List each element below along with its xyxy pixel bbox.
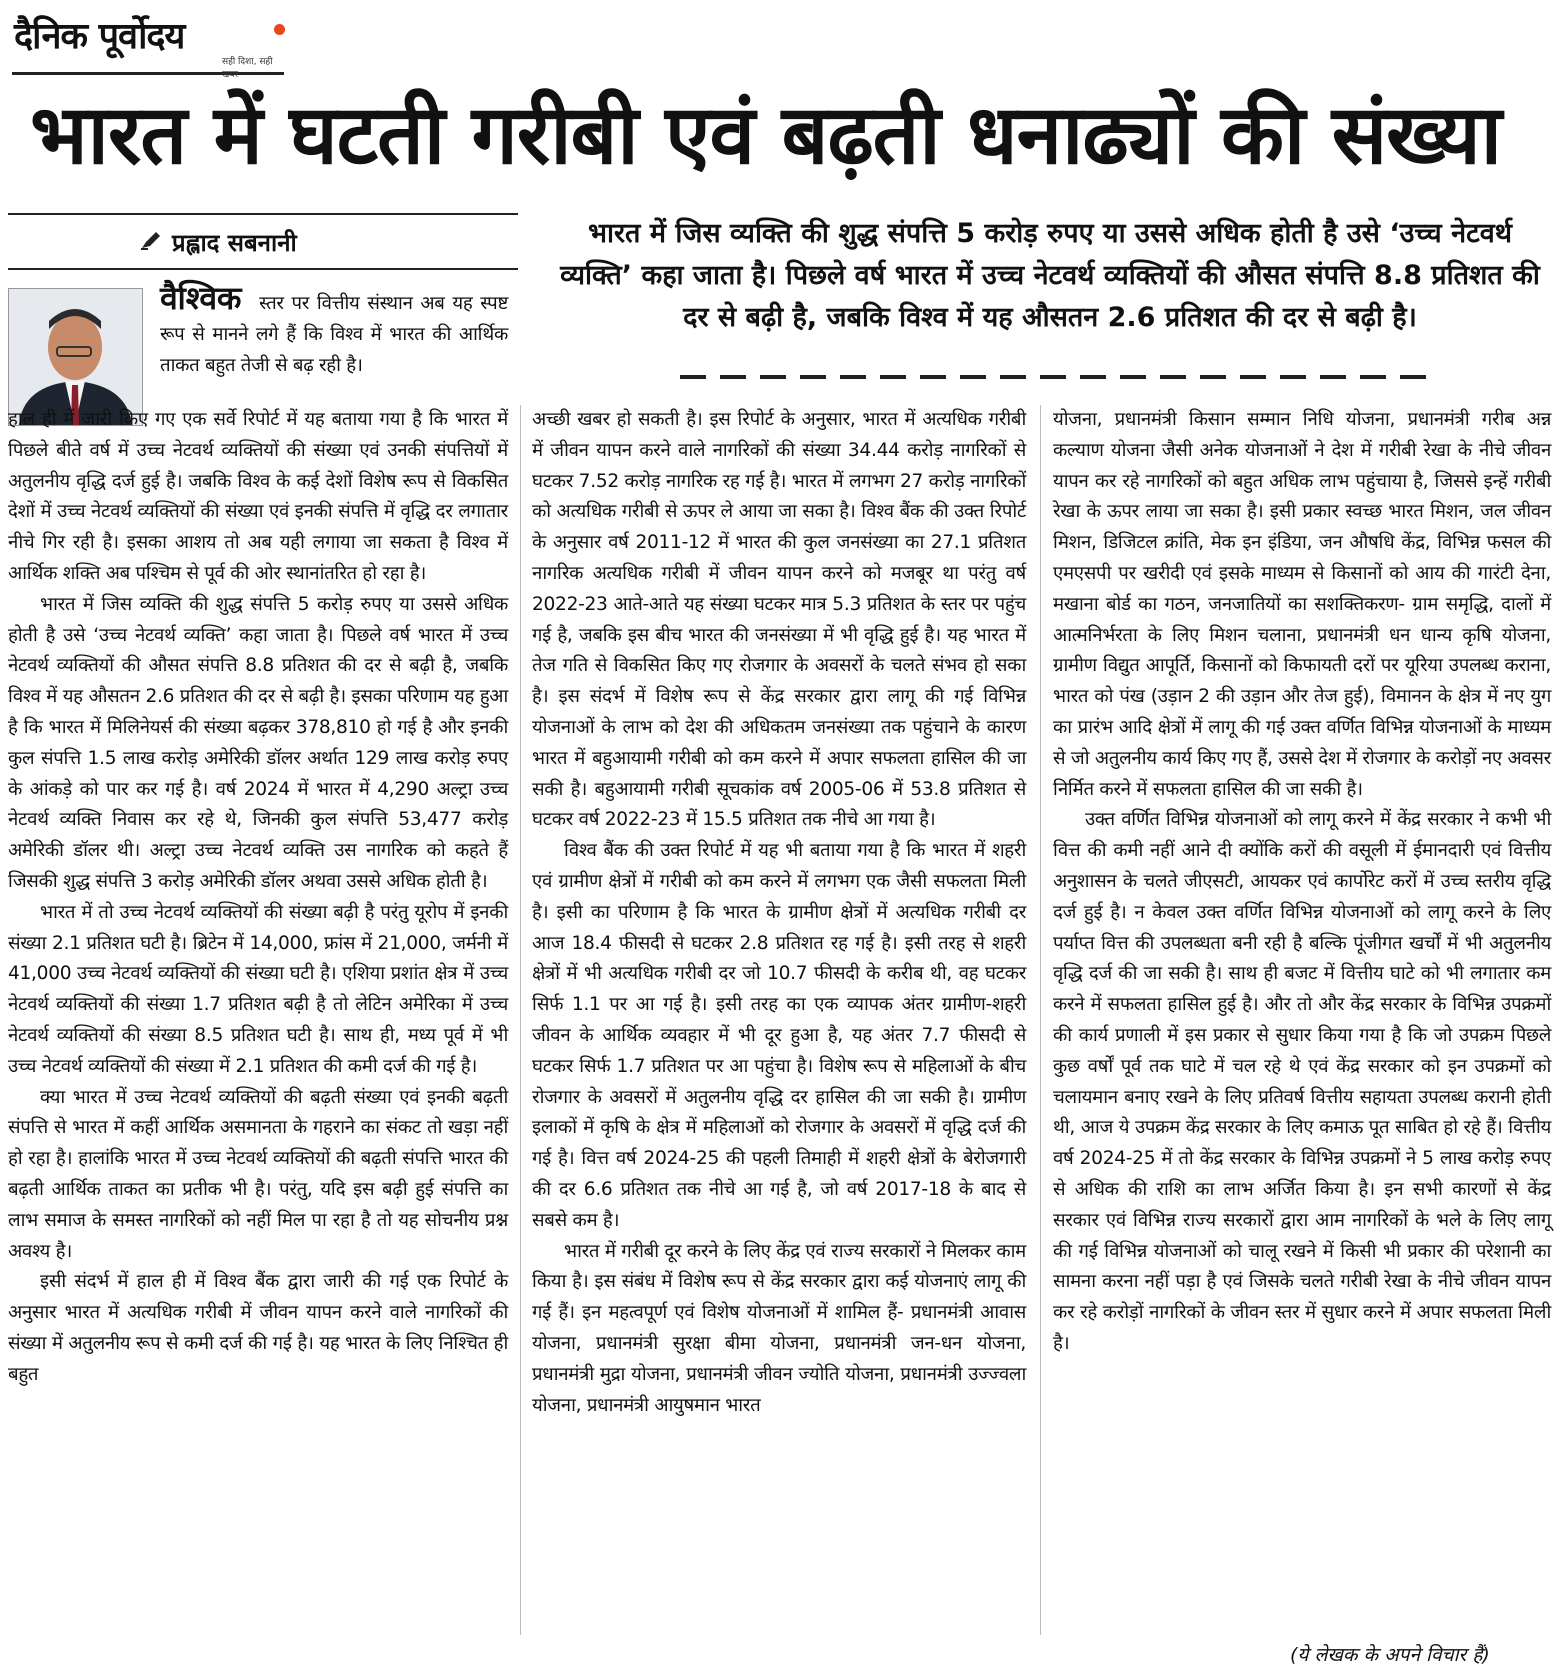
paragraph: भारत में जिस व्यक्ति की शुद्ध संपत्ति 5 करोड़ रुपए या उससे अधिक होती है उसे ‘उच्च नेटवर्थ व्यक्ति’ कहा जाता है। पिछले वर्ष भारत में उच्च नेटवर्थ व्यक्तियों की औसत संपत्ति 8.8 प्रतिशत की दर से बढ़ी है, जबकि विश्व में यह औसतन 2.6 प्रतिशत की दर से बढ़ी है। इसका परिणाम यह हुआ है कि भारत में मिलिनेयर्स की संख्या बढ़कर 378,810 हो गई है और इनकी कुल संपत्ति 1.5 लाख करोड़ अमेरिकी डॉलर अर्थात 129 लाख करोड़ रुपए के आंकड़े को पार कर गई है। वर्ष 2024 में भारत में 4,290 अल्ट्रा उच्च नेटवर्थ व्यक्ति निवास कर रहे थे, जिनकी कुल संपत्ति 53,477 करोड़ अमेरिकी डॉलर थी। अल्ट्रा उच्च नेटवर्थ व्यक्ति उस नागरिक को कहते हैं जिसकी शुद्ध संपत्ति 3 करोड़ अमेरिकी डॉलर अथवा उससे अधिक होती है। bbox=[8, 593, 508, 892]
column-divider bbox=[520, 405, 521, 1635]
dropcap-word: वैश्विक bbox=[160, 279, 242, 317]
article-column-2 bbox=[532, 405, 1026, 1421]
newspaper-name: दैनिक पूर्वोदय bbox=[14, 16, 185, 57]
paragraph: क्या भारत में उच्च नेटवर्थ व्यक्तियों की बढ़ती संख्या एवं इनकी बढ़ती संपत्ति से भारत में कहीं आर्थिक असमानता के गहराने का संकट तो खड़ा नहीं हो रहा है। हालांकि भारत में उच्च नेटवर्थ व्यक्तियों की बढ़ती संपत्ति भारत की बढ़ती आर्थिक ताकत का प्रतीक भी है। परंतु, यदि इस बढ़ी हुई संपत्ति का लाभ समाज के समस्त नागरिकों को नहीं मिल पा रहा है तो यह सोचनीय प्रश्न अवश्य है। bbox=[8, 1086, 508, 1262]
paragraph: योजना, प्रधानमंत्री किसान सम्मान निधि योजना, प्रधानमंत्री गरीब अन्न कल्याण योजना जैसी अनेक योजनाओं ने देश में गरीबी रेखा के नीचे जीवन यापन कर रहे नागरिकों को बहुत अधिक लाभ पहुंचाया है, जिससे इन्हें गरीबी रेखा के ऊपर लाया जा सका है। इसी प्रकार स्वच्छ भारत मिशन, जल जीवन मिशन, डिजिटल क्रांति, मेक इन इंडिया, जन औषधि केंद्र, विभिन्न फसल की एमएसपी पर खरीदी एवं इसके माध्यम से किसानों को आय की गारंटी देना, मखाना बोर्ड का गठन, जनजातियों का सशक्तिकरण- ग्राम समृद्धि, दालों में आत्मनिर्भरता के लिए मिशन चलाना, प्रधानमंत्री धन धान्य कृषि योजना, ग्रामीण विद्युत आपूर्ति, किसानों को किफायती दरों पर यूरिया उपलब्ध कराना, भारत को पंख (उड़ान 2 की उड़ान और तेज हुई), विमानन के क्षेत्र में नए युग का प्रारंभ आदि क्षेत्रों में लागू की गई उक्त वर्णित विभिन्न योजनाओं के माध्यम से जो अतुलनीय कार्य किए गए हैं, उससे देश में रोजगार के करोड़ों नए अवसर निर्मित करने में सफलता हासिल की जा सकी है। bbox=[1053, 409, 1551, 800]
headline: भारत में घटती गरीबी एवं बढ़ती धनाढ्यों की संख्या bbox=[30, 88, 1501, 183]
masthead-dot-icon bbox=[274, 24, 285, 35]
newspaper-tagline: सही दिशा, सही खबर bbox=[222, 57, 273, 80]
deck-summary: भारत में जिस व्यक्ति की शुद्ध संपत्ति 5 करोड़ रुपए या उससे अधिक होती है उसे ‘उच्च नेटवर्थ व्यक्ति’ कहा जाता है। पिछले वर्ष भारत में उच्च नेटवर्थ व्यक्तियों की औसत संपत्ति 8.8 प्रतिशत की दर से बढ़ी है, जबकि विश्व में यह औसतन 2.6 प्रतिशत की दर से बढ़ी है। bbox=[560, 218, 1540, 333]
author-disclaimer: (ये लेखक के अपने विचार हैं) bbox=[1290, 1644, 1490, 1666]
paragraph: विश्व बैंक की उक्त रिपोर्ट में यह भी बताया गया है कि भारत में शहरी एवं ग्रामीण क्षेत्रों में गरीबी को कम करने में लगभग एक जैसी सफलता मिली है। इसी का परिणाम है कि भारत के ग्रामीण क्षेत्रों में अत्यधिक गरीबी दर आज 18.4 फीसदी से घटकर 2.8 प्रतिशत रह गई है। इसी तरह से शहरी क्षेत्रों में भी अत्यधिक गरीबी दर जो 10.7 फीसदी के करीब थी, वह घटकर सिर्फ 1.1 पर आ गई है। इसी तरह का एक व्यापक अंतर ग्रामीण-शहरी जीवन के आर्थिक व्यवहार में भी दूर हुआ है, यह अंतर 7.7 फीसदी से घटकर सिर्फ 1.7 प्रतिशत पर आ पहुंचा है। विशेष रूप से महिलाओं के बीच रोजगार के अवसरों में अतुलनीय वृद्धि दर हासिल की जा सकी है। ग्रामीण इलाकों में कृषि के क्षेत्र में महिलाओं को रोजगार के अवसरों में वृद्धि दर्ज की गई है। वित्त वर्ष 2024-25 की पहली तिमाही में शहरी क्षेत्रों के बेरोजगारी की दर 6.6 प्रतिशत तक नीचे आ गई है, जो वर्ष 2017-18 के बाद से सबसे कम है। bbox=[532, 840, 1026, 1231]
masthead bbox=[12, 10, 284, 80]
paragraph: हाल ही में जारी किए गए एक सर्वे रिपोर्ट में यह बताया गया है कि भारत में पिछले बीते वर्ष में उच्च नेटवर्थ व्यक्तियों की संख्या एवं उनकी संपत्तियों में अतुलनीय वृद्धि दर्ज हुई है। जबकि विश्व के कई देशों विशेष रूप से विकसित देशों में उच्च नेटवर्थ व्यक्तियों की संख्या एवं इनकी संपत्ति में वृद्धि दर लगातार नीचे गिर रही है। इसका आशय तो अब यही लगाया जा सकता है विश्व में आर्थिक शक्ति अब पश्चिम से पूर्व की ओर स्थानांतरित हो रहा है। bbox=[8, 409, 508, 584]
pen-icon bbox=[140, 230, 164, 250]
byline-top-rule bbox=[8, 213, 518, 215]
paragraph: उक्त वर्णित विभिन्न योजनाओं को लागू करने में केंद्र सरकार ने कभी भी वित्त की कमी नहीं आने दी क्योंकि करों की वसूली में ईमानदारी एवं वित्तीय अनुशासन के चलते जीएसटी, आयकर एवं कार्पोरेट करों में उच्च स्तरीय वृद्धि दर्ज हुई है। न केवल उक्त वर्णित विभिन्न योजनाओं को लागू करने के लिए पर्याप्त वित्त की उपलब्धता बनी रही है बल्कि पूंजीगत खर्चों में भी अतुलनीय वृद्धि दर्ज की जा सकी है। साथ ही बजट में वित्तीय घाटे को भी लगातार कम करने में सफलता हासिल हुई है। और तो और केंद्र सरकार के विभिन्न उपक्रमों की कार्य प्रणाली में इस प्रकार से सुधार किया गया है कि जो उपक्रम पिछले कुछ वर्षों पूर्व तक घाटे में चल रहे थे एवं केंद्र सरकार को इन उपक्रमों को चलायमान बनाए रखने के लिए प्रतिवर्ष वित्तीय सहायता उपलब्ध करानी होती थी, आज ये उपक्रम केंद्र सरकार के लिए कमाऊ पूत साबित हो रहे हैं। वित्तीय वर्ष 2024-25 में तो केंद्र सरकार के विभिन्न उपक्रमों ने 5 लाख करोड़ रुपए से अधिक की राशि का लाभ अर्जित किया है। इन सभी कारणों से केंद्र सरकार एवं विभिन्न राज्य सरकारों द्वारा आम नागरिकों के भले के लिए लागू की गई विभिन्न योजनाओं को चालू रखने में किसी भी प्रकार की परेशानी का सामना करना नहीं पड़ा है एवं जिसके चलते गरीबी रेखा के नीचे जीवन यापन कर रहे करोड़ों नागरिकों के जीवन स्तर में सुधार करने में अपार सफलता मिली है। bbox=[1053, 809, 1552, 1354]
paragraph: भारत में तो उच्च नेटवर्थ व्यक्तियों की संख्या बढ़ी है परंतु यूरोप में इनकी संख्या 2.1 प्रतिशत घटी है। ब्रिटेन में 14,000, फ्रांस में 21,000, जर्मनी में 41,000 उच्च नेटवर्थ व्यक्तियों की संख्या घटी है। एशिया प्रशांत क्षेत्र में उच्च नेटवर्थ व्यक्तियों की संख्या 1.7 प्रतिशत बढ़ी है तो लेटिन अमेरिका में उच्च नेटवर्थ व्यक्तियों की संख्या 8.5 प्रतिशत घटी है। साथ ही, मध्य पूर्व में भी उच्च नेटवर्थ व्यक्तियों की संख्या में 2.1 प्रतिशत की कमी दर्ज की गई है। bbox=[8, 901, 508, 1077]
byline-bottom-rule bbox=[8, 268, 518, 270]
deck-dashed-rule bbox=[680, 375, 1430, 379]
paragraph: इसी संदर्भ में हाल ही में विश्व बैंक द्वारा जारी की गई एक रिपोर्ट के अनुसार भारत में अत्यधिक गरीबी में जीवन यापन करने वाले नागरिकों की संख्या में अतुलनीय रूप से कमी दर्ज की गई है। यह भारत के लिए निश्चित ही बहुत bbox=[8, 1271, 508, 1385]
paragraph: भारत में गरीबी दूर करने के लिए केंद्र एवं राज्य सरकारों ने मिलकर काम किया है। इस संबंध में विशेष रूप से केंद्र सरकार द्वारा कई योजनाएं लागू की गई हैं। इन महत्वपूर्ण एवं विशेष योजनाओं में शामिल हैं- प्रधानमंत्री आवास योजना, प्रधानमंत्री सुरक्षा बीमा योजना, प्रधानमंत्री जन-धन योजना, प्रधानमंत्री मुद्रा योजना, प्रधानमंत्री जीवन ज्योति योजना, प्रधानमंत्री उज्ज्वला योजना, प्रधानमंत्री आयुषमान भारत bbox=[532, 1240, 1026, 1416]
intro-text: स्तर पर वित्तीय संस्थान अब यह स्पष्ट रूप से मानने लगे हैं कि विश्व में भारत की आर्थिक ताकत बहुत तेजी से बढ़ रही है। bbox=[160, 293, 508, 376]
article-intro bbox=[160, 279, 508, 381]
article-column-1 bbox=[8, 405, 508, 1391]
column-divider bbox=[1040, 405, 1041, 1635]
article-column-3 bbox=[1053, 405, 1551, 1360]
paragraph: अच्छी खबर हो सकती है। इस रिपोर्ट के अनुसार, भारत में अत्यधिक गरीबी में जीवन यापन करने वाले नागरिकों की संख्या 34.44 करोड़ नागरिकों से घटकर 7.52 करोड़ नागरिक रह गई है। भारत में लगभग 27 करोड़ नागरिकों को अत्यधिक गरीबी से ऊपर ले आया जा सका है। विश्व बैंक की उक्त रिपोर्ट के अनुसार वर्ष 2011-12 में भारत की कुल जनसंख्या का 27.1 प्रतिशत नागरिक अत्यधिक गरीबी में जीवन यापन करने को मजबूर था परंतु वर्ष 2022-23 आते-आते यह संख्या घटकर मात्र 5.3 प्रतिशत के स्तर पर पहुंच गई है, जबकि इस बीच भारत की जनसंख्या में भी वृद्धि हुई है। यह भारत में तेज गति से विकसित किए गए रोजगार के अवसरों के चलते संभव हो सका है। इस संदर्भ में विशेष रूप से केंद्र सरकार द्वारा लागू की गई विभिन्न योजनाओं के लाभ को देश की अधिकतम जनसंख्या तक पहुंचाने के कारण भारत में बहुआयामी गरीबी को कम करने में अपार सफलता हासिल की जा सकी है। बहुआयामी गरीबी सूचकांक वर्ष 2005-06 में 53.8 प्रतिशत से घटकर वर्ष 2022-23 में 15.5 प्रतिशत तक नीचे आ गया है। bbox=[532, 409, 1026, 831]
byline-author: प्रह्लाद सबनानी bbox=[172, 229, 297, 257]
